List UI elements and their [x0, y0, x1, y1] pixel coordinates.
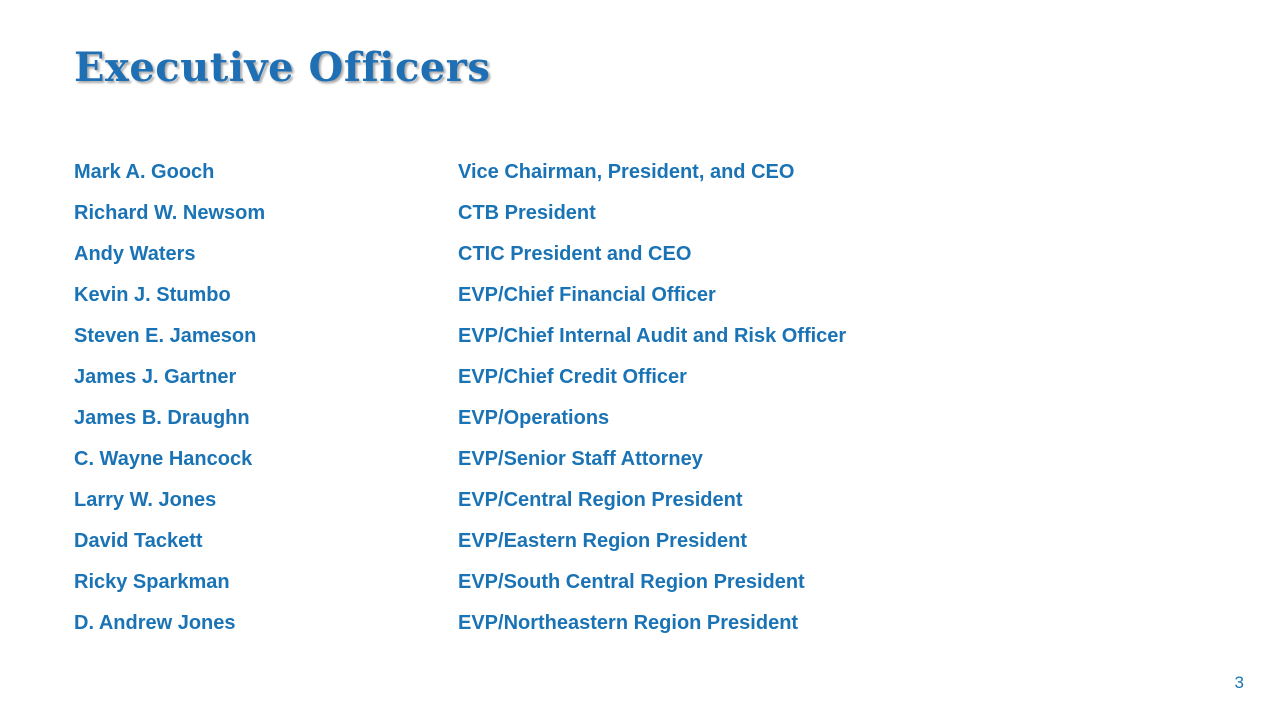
officer-name: Steven E. Jameson — [74, 325, 257, 347]
officer-row — [74, 275, 1074, 316]
officer-title: EVP/Chief Credit Officer — [458, 366, 687, 388]
officer-name: Richard W. Newsom — [74, 202, 266, 224]
officer-row — [74, 521, 1074, 562]
officer-title: CTIC President and CEO — [458, 243, 692, 265]
officer-title: EVP/Senior Staff Attorney — [458, 448, 703, 470]
officer-name: David Tackett — [74, 530, 203, 552]
officer-name: James J. Gartner — [74, 366, 237, 388]
officer-title: EVP/Chief Internal Audit and Risk Officer — [458, 325, 847, 347]
slide-title: Executive Officers — [74, 44, 491, 91]
officer-title: CTB President — [458, 202, 596, 224]
officer-row — [74, 316, 1074, 357]
officer-name: James B. Draughn — [74, 407, 250, 429]
officer-title: EVP/Chief Financial Officer — [458, 284, 716, 306]
officer-name: Larry W. Jones — [74, 489, 217, 511]
page-number: 3 — [1234, 673, 1244, 692]
officer-row — [74, 603, 1074, 644]
officer-name: C. Wayne Hancock — [74, 448, 253, 470]
officer-row — [74, 439, 1074, 480]
officer-title: EVP/Central Region President — [458, 489, 743, 511]
officer-name: Andy Waters — [74, 243, 196, 265]
officer-title: Vice Chairman, President, and CEO — [458, 161, 795, 183]
officer-row — [74, 234, 1074, 275]
officer-row — [74, 562, 1074, 603]
officer-name: Mark A. Gooch — [74, 161, 215, 183]
officer-row — [74, 152, 1074, 193]
officer-row — [74, 193, 1074, 234]
officer-name: Ricky Sparkman — [74, 571, 230, 593]
officer-row — [74, 357, 1074, 398]
officer-name: D. Andrew Jones — [74, 612, 236, 634]
officer-title: EVP/Northeastern Region President — [458, 612, 799, 634]
officer-title: EVP/South Central Region President — [458, 571, 805, 593]
officer-title: EVP/Eastern Region President — [458, 530, 747, 552]
officer-row — [74, 480, 1074, 521]
officer-list — [74, 152, 1074, 644]
officer-row — [74, 398, 1074, 439]
officer-name: Kevin J. Stumbo — [74, 284, 231, 306]
officer-title: EVP/Operations — [458, 407, 610, 429]
